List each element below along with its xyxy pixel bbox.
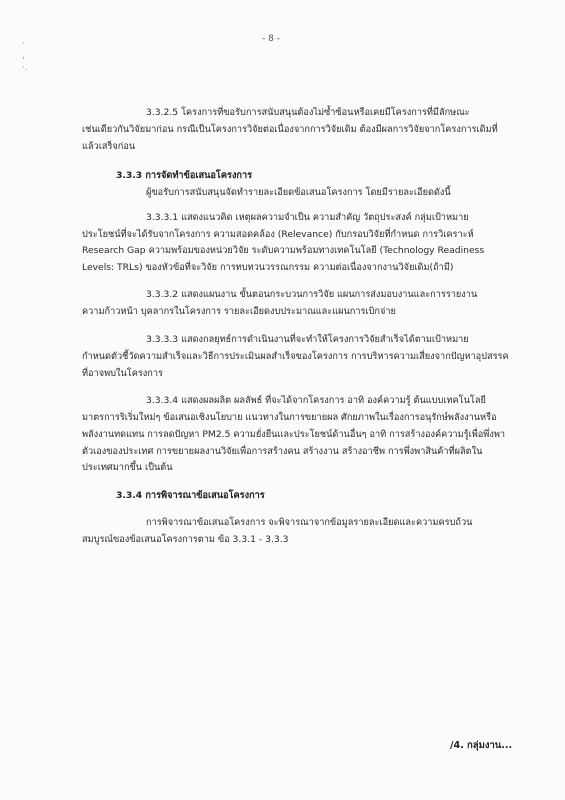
para-3-3-3-4-line-5: ประเทศมากขึ้น เป็นต้น bbox=[82, 462, 173, 473]
para-3-3-4-line-1: การพิจารณาข้อเสนอโครงการ จะพิจารณาจากข้อมูลรายละเอียดและความครบถ้วน bbox=[146, 517, 473, 528]
page-number: - 8 - bbox=[262, 34, 280, 44]
para-3-3-2-5-line-1: 3.3.2.5 โครงการที่ขอรับการสนับสนุนต้องไม่ซ้ำซ้อนหรือเคยมีโครงการที่มีลักษณะ bbox=[146, 107, 470, 118]
para-3-3-3-4-line-1: 3.3.3.4 แสดงผลผลิต ผลลัพธ์ ที่จะได้จากโครงการ อาทิ องค์ความรู้ ต้นแบบเทคโนโลยี bbox=[146, 395, 486, 406]
para-3-3-3-1-line-1: 3.3.3.1 แสดงแนวคิด เหตุผลความจำเป็น ความสำคัญ วัตถุประสงค์ กลุ่มเป้าหมาย bbox=[146, 212, 469, 223]
para-3-3-3-3-line-3: ที่อาจพบในโครงการ bbox=[82, 368, 163, 379]
para-3-3-3-1-line-2: ประโยชน์ที่จะได้รับจากโครงการ ความสอดคล้อง (Relevance) กับกรอบวิจัยที่กำหนด การวิเคราะห์ bbox=[82, 229, 474, 240]
para-3-3-3-4-line-2: มาตรการริเริ่มใหม่ๆ ข้อเสนอเชิงนโยบาย แนวทางในการขยายผล ศักยภาพในเรื่องการอนุรักษ์พลังงานหรือ bbox=[82, 412, 497, 423]
para-3-3-3-2-line-1: 3.3.3.2 แสดงแผนงาน ขั้นตอนกระบวนการวิจัย แผนการส่งมอบงานและการรายงาน bbox=[146, 289, 478, 300]
para-3-3-3-1-line-4: Levels: TRLs) ของหัวข้อที่จะวิจัย การทบทวนวรรณกรรม ความต่อเนื่องจากงานวิจัยเดิม(ถ้ามี) bbox=[82, 262, 454, 273]
continuation-footer: /4. กลุ่มงาน... bbox=[450, 740, 513, 751]
margin-marks: · , ·. bbox=[22, 39, 28, 73]
intro-3-3-3: ผู้ขอรับการสนับสนุนจัดทำรายละเอียดข้อเสนอโครงการ โดยมีรายละเอียดดังนี้ bbox=[146, 187, 451, 198]
para-3-3-3-3-line-1: 3.3.3.3 แสดงกลยุทธ์การดำเนินงานที่จะทำให้โครงการวิจัยสำเร็จได้ตามเป้าหมาย bbox=[146, 334, 469, 345]
para-3-3-3-3-line-2: กำหนดตัวชี้วัดความสำเร็จและวิธีการประเมินผลสำเร็จของโครงการ การบริหารความเสี่ยงจากปัญหาอุปสรรค bbox=[82, 351, 509, 362]
para-3-3-3-4-line-4: ตัวเองของประเทศ การขยายผลงานวิจัยเพื่อการสร้างคน สร้างงาน สร้างอาชีพ การพึ่งพาสินค้าที่ผลิตใน bbox=[82, 446, 483, 457]
para-3-3-2-5-line-2: เช่นเดียวกันวิจัยมาก่อน กรณีเป็นโครงการวิจัยต่อเนื่องจากการวิจัยเดิม ต้องมีผลการวิจัยจากโครงการเดิมที่ bbox=[82, 124, 498, 135]
para-3-3-3-1-line-3: Research Gap ความพร้อมของหน่วยวิจัย ระดับความพร้อมทางเทคโนโลยี (Technology Readiness bbox=[82, 245, 485, 256]
para-3-3-2-5-line-3: แล้วเสร็จก่อน bbox=[82, 141, 136, 152]
para-3-3-3-2-line-2: ความก้าวหน้า บุคลากรในโครงการ รายละเอียดงบประมาณและแผนการเบิกจ่าย bbox=[82, 306, 396, 317]
para-3-3-3-4-line-3: พลังงานทดแทน การลดปัญหา PM2.5 ความยั่งยืนและประโยชน์ด้านอื่นๆ อาทิ การสร้างองค์ความรู้เพื่อพึ่งพา bbox=[82, 429, 506, 440]
heading-3-3-3: 3.3.3 การจัดทำข้อเสนอโครงการ bbox=[116, 170, 253, 181]
para-3-3-4-line-2: สมบูรณ์ของข้อเสนอโครงการตาม ข้อ 3.3.1 - 3.3.3 bbox=[82, 534, 289, 545]
heading-3-3-4: 3.3.4 การพิจารณาข้อเสนอโครงการ bbox=[116, 490, 265, 501]
